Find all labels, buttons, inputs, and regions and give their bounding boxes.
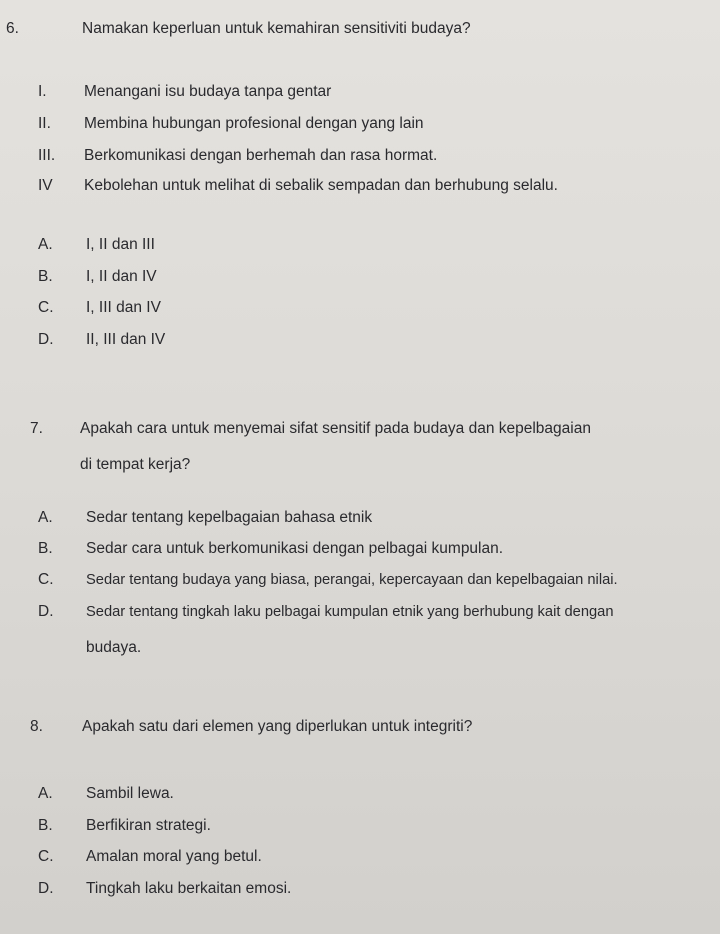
question-text: Namakan keperluan untuk kemahiran sensitiviti budaya? [82, 20, 471, 37]
question-number: 7. [30, 420, 43, 437]
option-label: D. [38, 603, 54, 620]
option-text: I, II dan IV [86, 268, 157, 285]
option-text: Sambil lewa. [86, 785, 174, 802]
option-label: A. [38, 236, 53, 253]
option-label: D. [38, 880, 54, 897]
question-number: 6. [6, 20, 19, 37]
option-label: A. [38, 785, 53, 802]
question-text-continued: di tempat kerja? [80, 456, 191, 473]
option-text: Tingkah laku berkaitan emosi. [86, 880, 292, 897]
option-label: B. [38, 817, 53, 834]
question-text: Apakah satu dari elemen yang diperlukan untuk integriti? [82, 718, 473, 735]
option-label: C. [38, 299, 54, 316]
option-label: D. [38, 331, 54, 348]
option-text: Berfikiran strategi. [86, 817, 211, 834]
option-text: Sedar tentang kepelbagaian bahasa etnik [86, 509, 373, 526]
statement-text: Berkomunikasi dengan berhemah dan rasa hormat. [84, 147, 438, 164]
option-text: Sedar tentang budaya yang biasa, perangai, kepercayaan dan kepelbagaian nilai. [86, 572, 618, 588]
option-label: A. [38, 509, 53, 526]
option-text: Sedar tentang tingkah laku pelbagai kumpulan etnik yang berhubung kait dengan [86, 604, 614, 620]
option-text: Amalan moral yang betul. [86, 848, 262, 865]
statement-text: Kebolehan untuk melihat di sebalik sempadan dan berhubung selalu. [84, 177, 558, 194]
statement-label: III. [38, 147, 56, 164]
option-text: I, III dan IV [86, 299, 161, 316]
statement-label: I. [38, 83, 47, 100]
statement-text: Menangani isu budaya tanpa gentar [84, 83, 332, 100]
statement-label: IV [38, 177, 53, 194]
option-label: B. [38, 268, 53, 285]
question-number: 8. [30, 718, 43, 735]
option-label: C. [38, 848, 54, 865]
option-text-continued: budaya. [86, 639, 142, 656]
question-text: Apakah cara untuk menyemai sifat sensitif pada budaya dan kepelbagaian [80, 420, 591, 437]
option-text: I, II dan III [86, 236, 155, 253]
option-label: C. [38, 571, 54, 588]
option-text: II, III dan IV [86, 331, 166, 348]
statement-label: II. [38, 115, 51, 132]
option-label: B. [38, 540, 53, 557]
statement-text: Membina hubungan profesional dengan yang lain [84, 115, 424, 132]
option-text: Sedar cara untuk berkomunikasi dengan pelbagai kumpulan. [86, 540, 504, 557]
